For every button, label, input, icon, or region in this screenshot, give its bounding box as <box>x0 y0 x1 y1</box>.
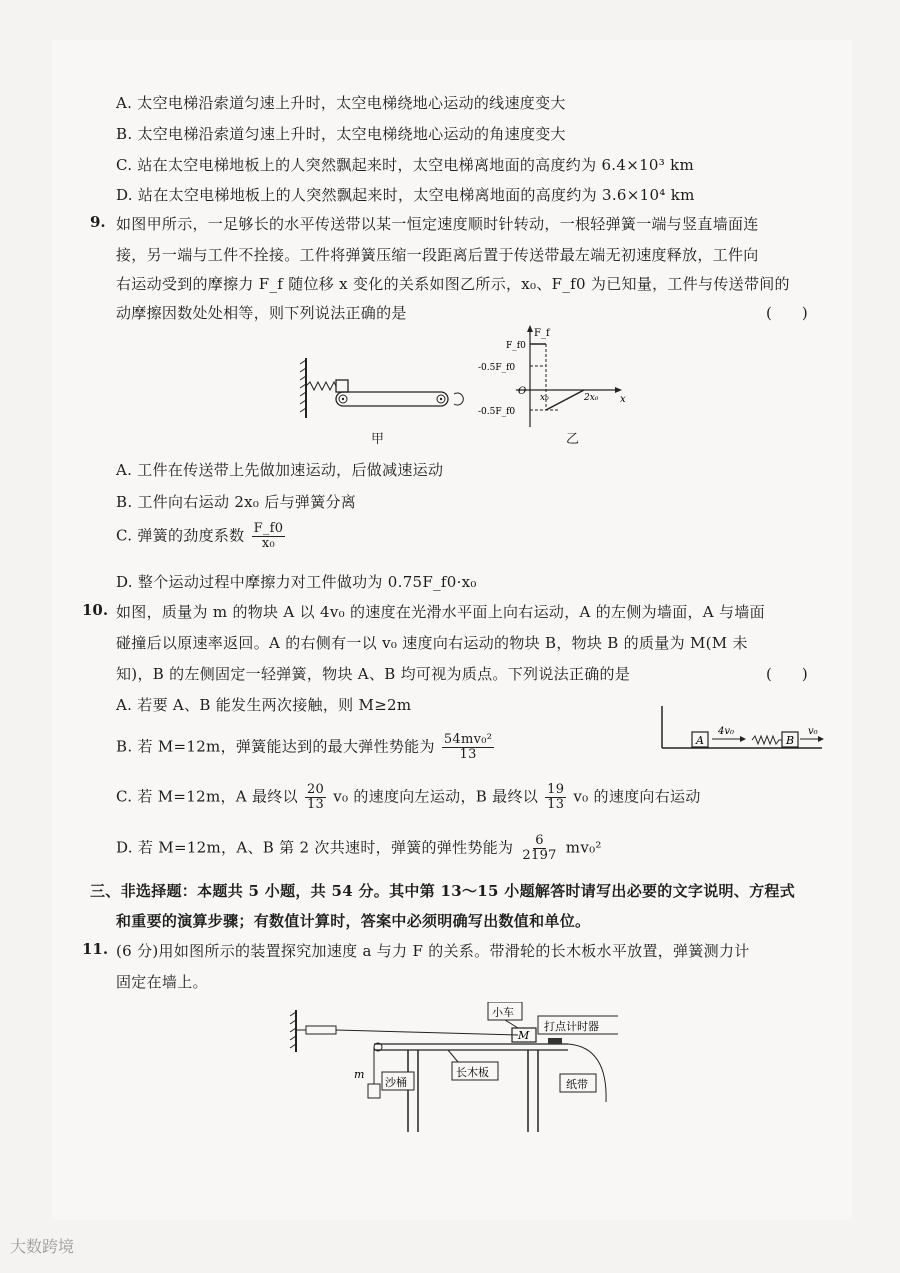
q9-fig-jia-caption: 甲 <box>371 432 385 447</box>
q10-option-d-text: mv₀² <box>565 838 602 857</box>
graph-ylabel: F_f <box>534 328 550 339</box>
fraction-den: 13 <box>306 797 325 812</box>
q10-label-b: B <box>786 734 795 747</box>
q10-figure <box>656 700 828 756</box>
q11-label-car: 小车 <box>492 1006 514 1019</box>
q9-figure-jia <box>296 348 466 438</box>
q9-option-a: A. 工件在传送带上先做加速运动，后做减速运动 <box>116 461 444 479</box>
q9-option-b: B. 工件向右运动 2x₀ 后与弹簧分离 <box>116 493 357 511</box>
q8-option-a: A. 太空电梯沿索道匀速上升时，太空电梯绕地心运动的线速度变大 <box>116 94 566 112</box>
q11-label-tape: 纸带 <box>566 1078 588 1091</box>
q10-stem-line: 知)，B 的左侧固定一轻弹簧，物块 A、B 均可视为质点。下列说法正确的是 <box>116 665 631 683</box>
q10-option-c-text: v₀ 的速度向左运动，B 最终以 <box>333 787 539 806</box>
fraction-num: 20 <box>306 782 325 797</box>
graph-origin: O <box>518 386 527 397</box>
fraction-num: 54mv₀² <box>443 732 493 747</box>
section3-heading: 和重要的演算步骤；有数值计算时，答案中必须明确写出数值和单位。 <box>116 912 591 930</box>
q10-label-a: A <box>696 734 704 747</box>
watermark-text: 大数跨境 <box>10 1237 75 1256</box>
fraction-num: 19 <box>547 782 565 797</box>
q10-label-vb: v₀ <box>808 726 818 737</box>
fraction <box>520 834 558 863</box>
q11-label-bucket: 沙桶 <box>385 1076 407 1089</box>
graph-tick-2x0: 2x₀ <box>584 393 599 403</box>
q9-number: 9. <box>90 213 106 231</box>
q10-option-c-text: C. 若 M=12m，A 最终以 <box>116 787 298 806</box>
q11-label-mass: M <box>518 1029 530 1042</box>
q10-option-c <box>116 783 701 812</box>
q8-option-c: C. 站在太空电梯地板上的人突然飘起来时，太空电梯离地面的高度约为 6.4×10³ km <box>116 156 695 174</box>
graph-tick-top: F_f0 <box>506 341 526 351</box>
fraction <box>545 783 566 812</box>
q11-stem-line: (6 分)用如图所示的装置探究加速度 a 与力 F 的关系。带滑轮的长木板水平放置，弹簧测力计 <box>116 942 750 960</box>
q9-option-c <box>116 522 287 551</box>
q9-stem-line: 接，另一端与工件不拴接。工件将弹簧压缩一段距离后置于传送带最左端无初速度释放，工件向 <box>116 246 759 264</box>
q9-option-d: D. 整个运动过程中摩擦力对工件做功为 0.75F_f0·x₀ <box>116 573 477 591</box>
q10-answer-paren: ( ) <box>766 665 808 683</box>
q9-stem-line: 动摩擦因数处处相等，则下列说法正确的是 <box>116 304 407 322</box>
fraction-num: F_f0 <box>253 521 284 536</box>
fraction-num: 6 <box>535 833 544 848</box>
fraction-den: x₀ <box>261 536 276 551</box>
q10-stem-line: 如图，质量为 m 的物块 A 以 4v₀ 的速度在光滑水平面上向右运动，A 的左侧为墙面，A 与墙面 <box>116 603 765 621</box>
q10-option-b-text: B. 若 M=12m，弹簧能达到的最大弹性势能为 <box>116 737 435 756</box>
fraction-den: 2197 <box>522 848 557 863</box>
fraction-den: 13 <box>547 797 565 812</box>
q11-number: 11. <box>82 940 109 958</box>
fraction-den: 13 <box>459 747 477 762</box>
q9-stem-line: 右运动受到的摩擦力 F_f 随位移 x 变化的关系如图乙所示，x₀、F_f0 为已知量，工件与传送带间的 <box>116 275 790 293</box>
graph-tick-mid: -0.5F_f0 <box>478 363 516 373</box>
q10-option-c-text: v₀ 的速度向右运动 <box>573 787 701 806</box>
q11-figure <box>288 1002 618 1140</box>
fraction <box>252 522 286 551</box>
q11-label-m: m <box>354 1068 365 1081</box>
q10-label-va: 4v₀ <box>718 726 735 737</box>
q10-option-b <box>116 733 496 762</box>
q9-figure-yi <box>476 322 636 432</box>
q9-fig-yi-caption: 乙 <box>566 432 580 447</box>
q10-option-a: A. 若要 A、B 能发生两次接触，则 M≥2m <box>116 696 412 714</box>
q10-stem-line: 碰撞后以原速率返回。A 的右侧有一以 v₀ 速度向右运动的物块 B，物块 B 的质量为 M(M 未 <box>116 634 748 652</box>
graph-tick-x0: x₀ <box>540 393 549 403</box>
graph-xlabel: x <box>620 394 626 405</box>
q9-stem-line: 如图甲所示，一足够长的水平传送带以某一恒定速度顺时针转动，一根轻弹簧一端与竖直墙面连 <box>116 215 759 233</box>
q9-answer-paren: ( ) <box>766 304 808 322</box>
q9-option-c-text: C. 弹簧的劲度系数 <box>116 526 245 545</box>
q8-option-d: D. 站在太空电梯地板上的人突然飘起来时，太空电梯离地面的高度约为 3.6×10⁴ km <box>116 186 695 204</box>
q11-stem-line: 固定在墙上。 <box>116 973 208 991</box>
q11-label-timer: 打点计时器 <box>544 1020 599 1033</box>
fraction <box>305 783 326 812</box>
q8-option-b: B. 太空电梯沿索道匀速上升时，太空电梯绕地心运动的角速度变大 <box>116 125 566 143</box>
q11-label-board: 长木板 <box>456 1066 489 1079</box>
fraction <box>442 733 494 762</box>
q10-option-d <box>116 834 602 863</box>
q10-option-d-text: D. 若 M=12m，A、B 第 2 次共速时，弹簧的弹性势能为 <box>116 838 514 857</box>
q10-number: 10. <box>82 601 109 619</box>
graph-tick-bottom: -0.5F_f0 <box>478 407 516 417</box>
section3-heading: 三、非选择题：本题共 5 小题，共 54 分。其中第 13～15 小题解答时请写出必要的文字说明、方程式 <box>90 882 795 900</box>
